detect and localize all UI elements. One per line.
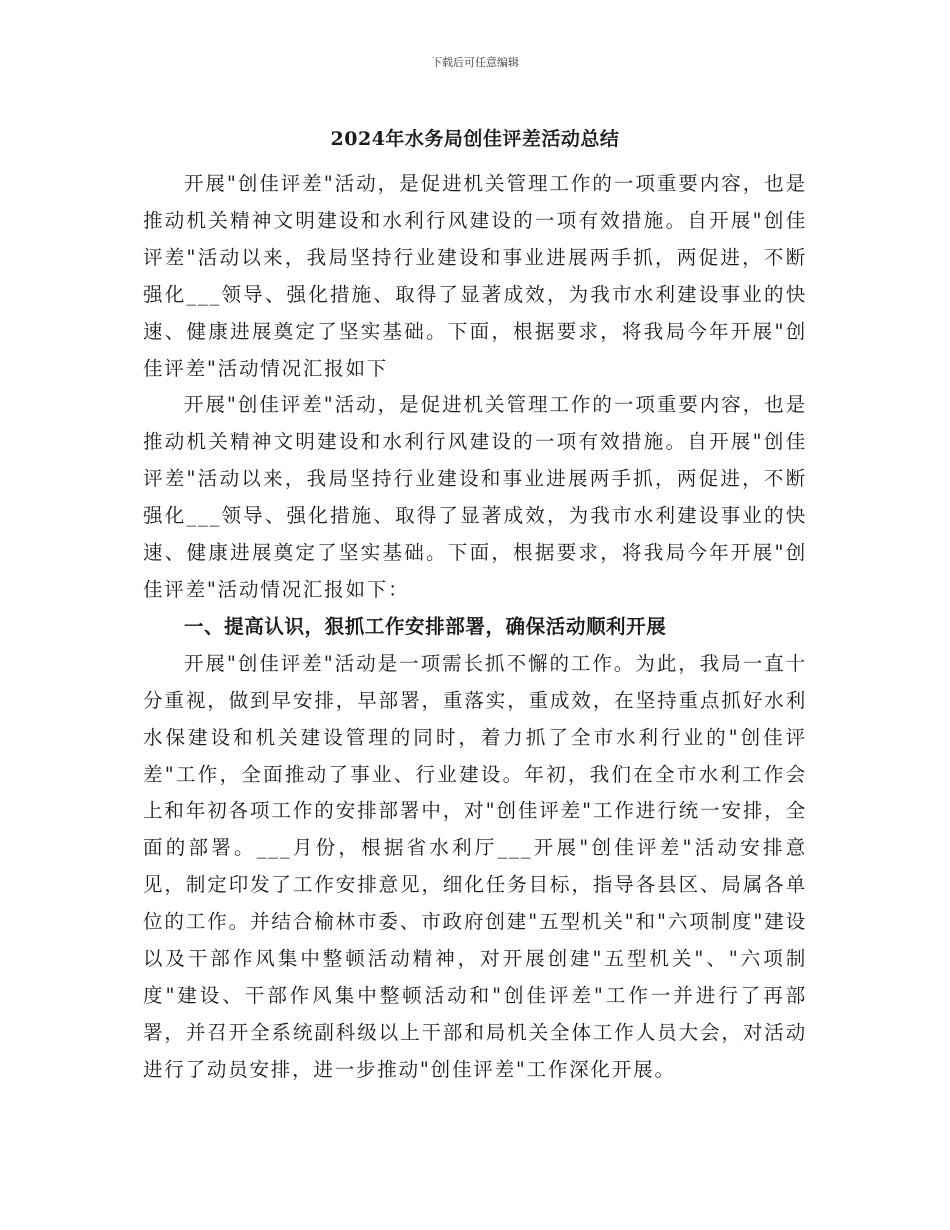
document-body (143, 166, 807, 1089)
document-title: 2024年水务局创佳评差活动总结 (330, 128, 620, 150)
intro-paragraph-2: 开展"创佳评差"活动，是促进机关管理工作的一项重要内容，也是推动机关精神文明建设和水利行风建设的一项有效措施。自开展"创佳评差"活动以来，我局坚持行业建设和事业进展两手抓，两促进，不断强化___领导、强化措施、取得了显著成效，为我市水利建设事业的快速、健康进展奠定了坚实基础。下面，根据要求，将我局今年开展"创佳评差"活动情况汇报如下： (143, 393, 807, 601)
section-heading-1: 一、提高认识，狠抓工作安排部署，确保活动顺利开展 (183, 614, 667, 638)
page-header-note: 下载后可任意编辑 (431, 56, 519, 69)
intro-paragraph-1: 开展"创佳评差"活动，是促进机关管理工作的一项重要内容，也是推动机关精神文明建设和水利行风建设的一项有效措施。自开展"创佳评差"活动以来，我局坚持行业建设和事业进展两手抓，两促进，不断强化___领导、强化措施、取得了显著成效，为我市水利建设事业的快速、健康进展奠定了坚实基础。下面，根据要求，将我局今年开展"创佳评差"活动情况汇报如下 (143, 172, 807, 380)
section-1-paragraph: 开展"创佳评差"活动是一项需长抓不懈的工作。为此，我局一直十分重视，做到早安排，早部署，重落实，重成效，在坚持重点抓好水利水保建设和机关建设管理的同时，着力抓了全市水利行业的"创佳评差"工作，全面推动了事业、行业建设。年初，我们在全市水利工作会上和年初各项工作的安排部署中，对"创佳评差"工作进行统一安排，全面的部署。___月份，根据省水利厅___开展"创佳评差"活动安排意见，制定印发了工作安排意见，细化任务目标，指导各县区、局属各单位的工作。并结合榆林市委、市政府创建"五型机关"和"六项制度"建设以及干部作风集中整顿活动精神，对开展创建"五型机关"、"六项制度"建设、干部作风集中整顿活动和"创佳评差"工作一并进行了再部署，并召开全系统副科级以上干部和局机关全体工作人员大会，对活动进行了动员安排，进一步推动"创佳评差"工作深化开展。 (143, 651, 807, 1081)
